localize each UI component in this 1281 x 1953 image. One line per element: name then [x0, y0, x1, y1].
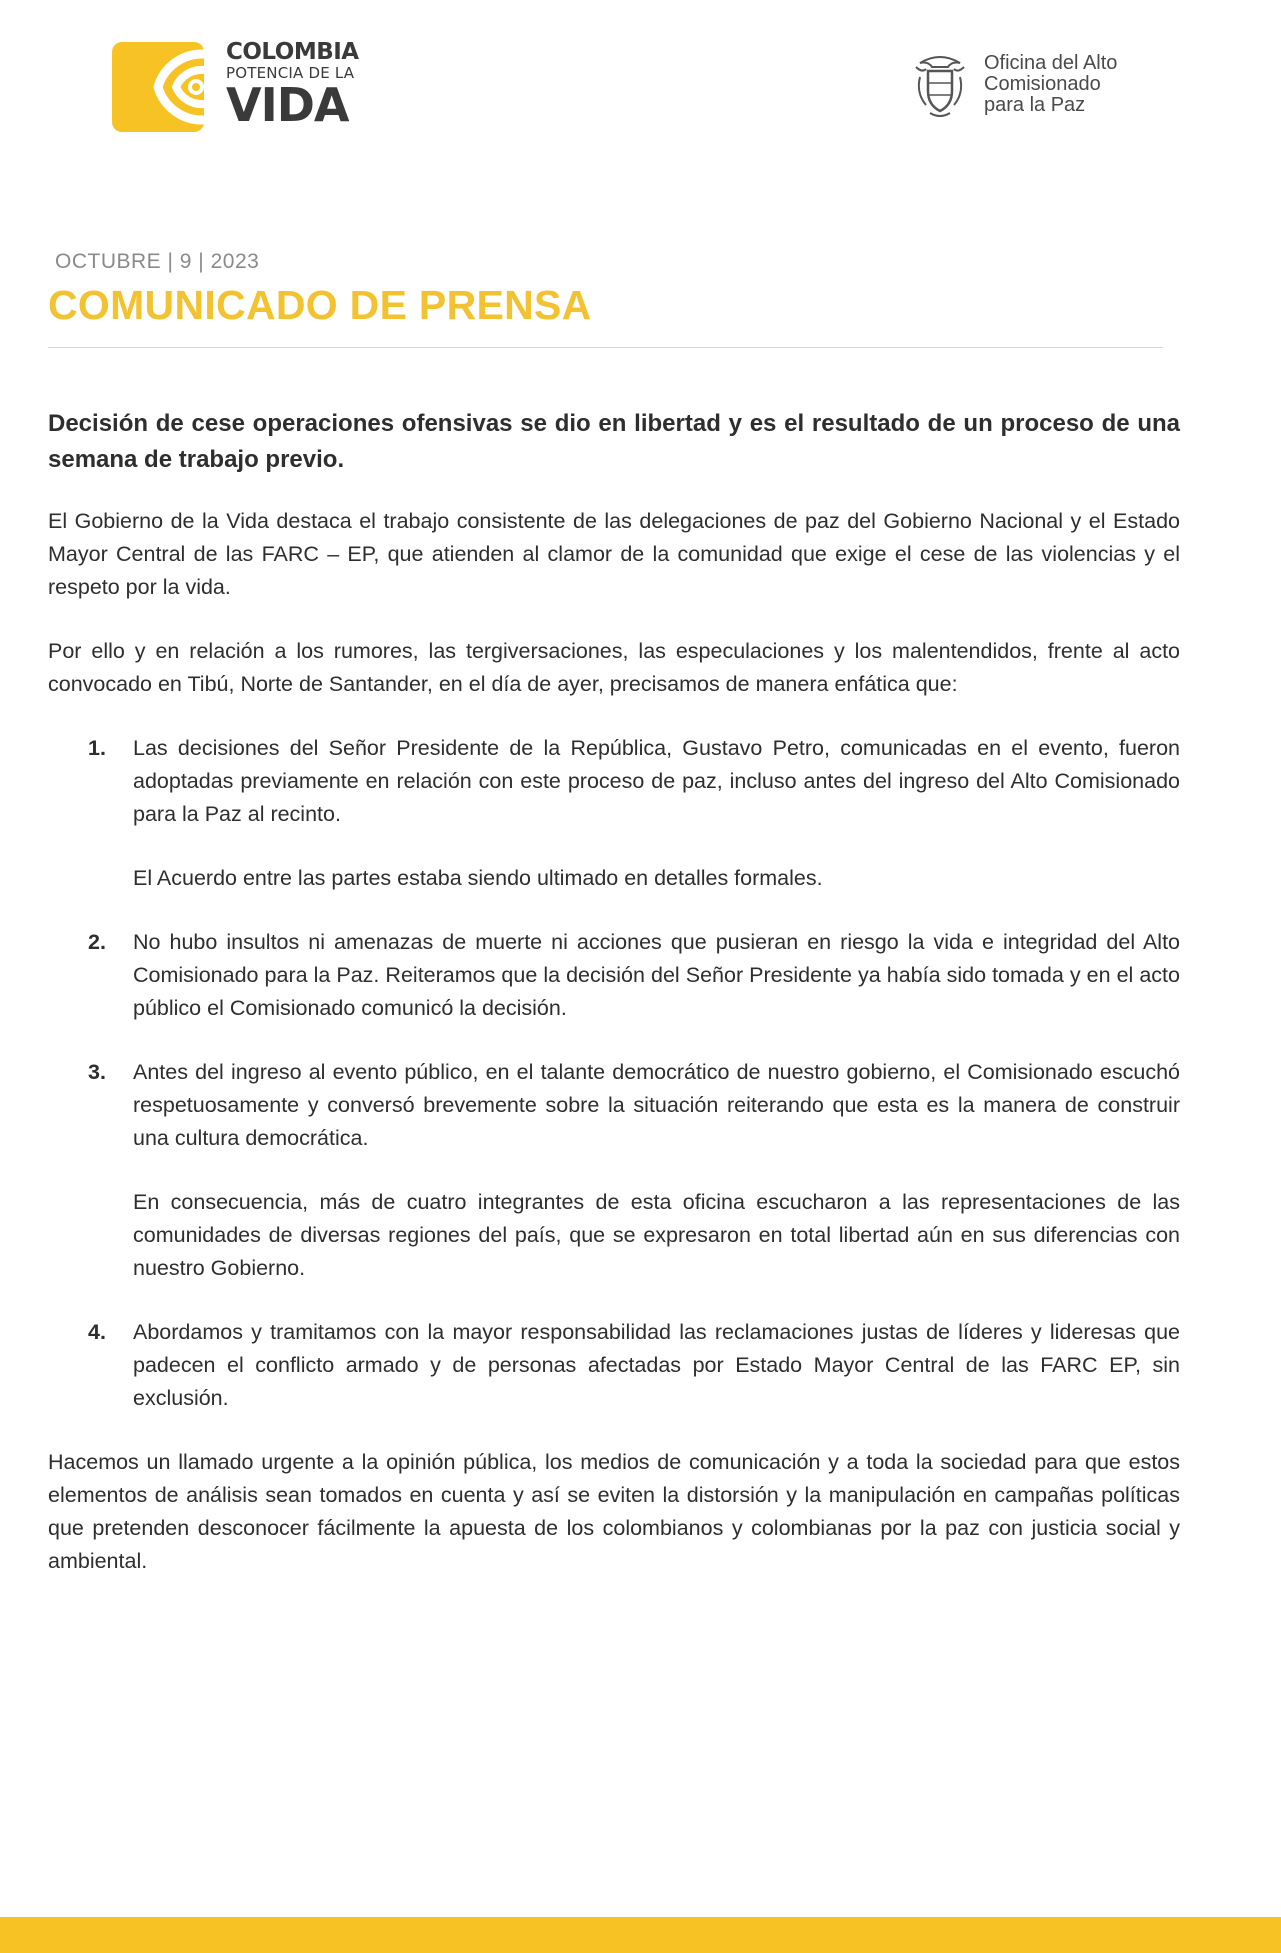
- list-item-extra: El Acuerdo entre las partes estaba siendo ultimado en detalles formales.: [133, 866, 823, 890]
- headline: Decisión de cese operaciones ofensivas se dio en libertad y es el resultado de un proceso de una semana de trabajo previo.: [48, 410, 1180, 473]
- paragraph-intro: El Gobierno de la Vida destaca el trabajo consistente de las delegaciones de paz del Gobierno Nacional y el Estado Mayor Central de las FARC – EP, que atienden al clamor de la comunidad que exige el cese de las violencias y el respeto por la vida.: [48, 509, 1180, 599]
- list-item-extra: En consecuencia, más de cuatro integrantes de esta oficina escucharon a las representaciones de las comunidades de diversas regiones del país, que se expresaron en total libertad aún en sus diferencias con nuestro Gobierno.: [133, 1190, 1180, 1280]
- release-date: OCTUBRE | 9 | 2023: [55, 250, 260, 273]
- brand-logo: [112, 40, 382, 136]
- page-title: COMUNICADO DE PRENSA: [48, 282, 592, 328]
- coat-of-arms-icon: [912, 53, 968, 119]
- list-item-text: Antes del ingreso al evento público, en el talante democrático de nuestro gobierno, el Comisionado escuchó respetuosamente y conversó brevemente sobre la situación reiterando que esta es la manera de construir una cultura democrática.: [133, 1060, 1180, 1150]
- brand-wordmark: [226, 39, 359, 132]
- list-item-text: No hubo insultos ni amenazas de muerte ni acciones que pusieran en riesgo la vida e integridad del Alto Comisionado para la Paz. Reiteramos que la decisión del Señor Presidente ya había sido tomada y en el acto público el Comisionado comunicó la decisión.: [133, 930, 1180, 1020]
- brand-line-3: VIDA: [226, 78, 349, 132]
- list-item-text: Las decisiones del Señor Presidente de la República, Gustavo Petro, comunicadas en el evento, fueron adoptadas previamente en relación con este proceso de paz, incluso antes del ingreso del Alto Comisionado para la Paz al recinto.: [133, 736, 1180, 826]
- title-divider: [48, 347, 1163, 348]
- list-item: [48, 926, 1180, 1025]
- office-line-3: para la Paz: [984, 94, 1086, 116]
- closing-paragraph: Hacemos un llamado urgente a la opinión pública, los medios de comunicación y a toda la sociedad para que estos elementos de análisis sean tomados en cuenta y así se eviten la distorsión y la manipulación en campañas políticas que pretenden desconocer fácilmente la apuesta de los colombianos y colombianas por la paz con justicia social y ambiental.: [48, 1450, 1180, 1573]
- office-line-1: Oficina del Alto: [984, 52, 1118, 74]
- list-number: 3.: [88, 1060, 106, 1084]
- paragraph-context: Por ello y en relación a los rumores, las tergiversaciones, las especulaciones y los malentendidos, frente al acto convocado en Tibú, Norte de Santander, en el día de ayer, precisamos de manera enfática que:: [48, 639, 1180, 696]
- list-number: 1.: [88, 736, 106, 760]
- list-item-text: Abordamos y tramitamos con la mayor responsabilidad las reclamaciones justas de líderes y lideresas que padecen el conflicto armado y de personas afectadas por Estado Mayor Central de las FARC EP, sin exclusión.: [133, 1320, 1180, 1410]
- list-number: 4.: [88, 1320, 106, 1344]
- footer-bar: [0, 1917, 1281, 1953]
- office-name: [984, 53, 1117, 116]
- statement-list: [48, 732, 1180, 1415]
- office-line-2: Comisionado: [984, 73, 1101, 95]
- press-release-body: [48, 406, 1180, 1609]
- list-number: 2.: [88, 930, 106, 954]
- brand-line-1: COLOMBIA: [226, 39, 359, 65]
- list-item: [48, 732, 1180, 895]
- list-item: [48, 1056, 1180, 1285]
- office-logo: [912, 53, 1152, 123]
- list-item: [48, 1316, 1180, 1415]
- brand-logo-icon: [112, 42, 204, 132]
- brand-line-2: POTENCIA DE LA: [226, 64, 355, 82]
